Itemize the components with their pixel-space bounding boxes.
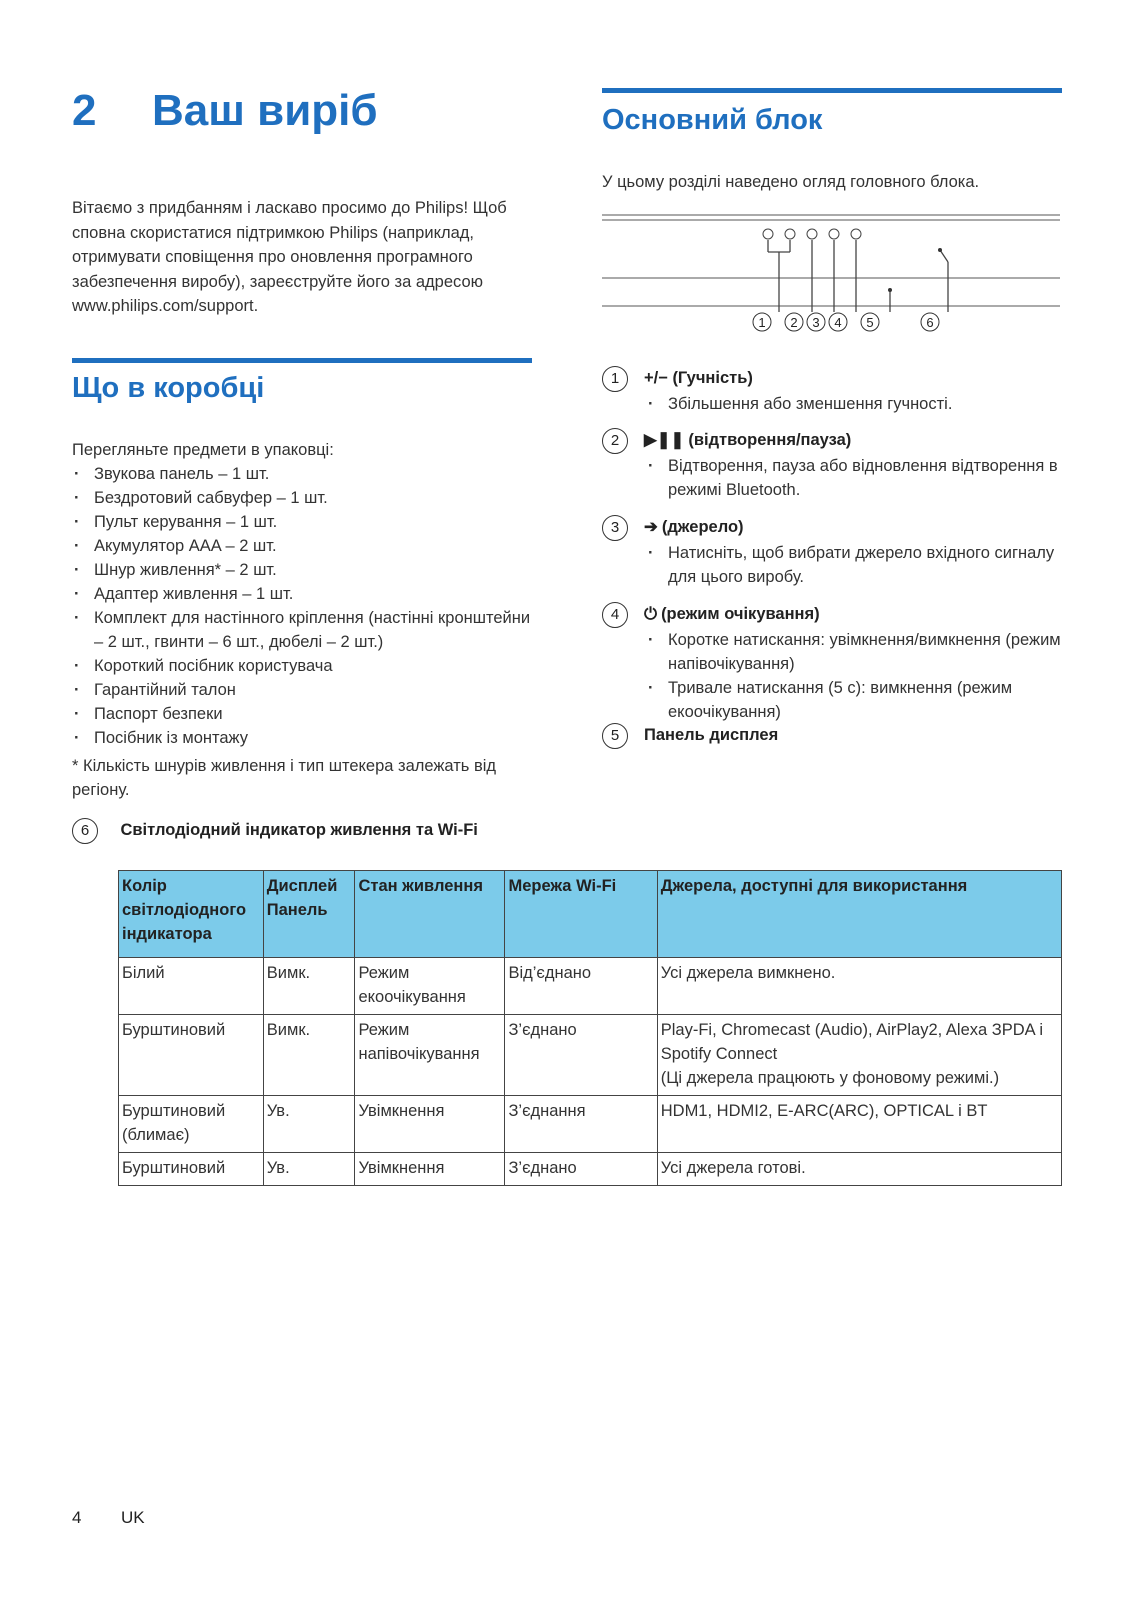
feature-item <box>602 723 1062 749</box>
list-item: · Бездротовий сабвуфер – 1 шт. <box>72 486 542 510</box>
table-cell: Ув. <box>263 1153 355 1186</box>
diagram-callout-label: 1 <box>758 315 766 330</box>
box-item-list <box>72 462 542 750</box>
feature-bullets <box>646 628 1062 724</box>
diagram-callout-label: 3 <box>812 315 820 330</box>
callout-number: 5 <box>602 723 628 749</box>
feature-title: +/− (Гучність) <box>644 369 753 387</box>
feature-heading <box>602 366 1062 392</box>
list-item: · Відтворення, пауза або відновлення відтворення в режимі Bluetooth. <box>646 454 1062 502</box>
table-cell: Усі джерела готові. <box>657 1153 1061 1186</box>
table-row <box>119 1153 1062 1186</box>
feature-icon: ▶❚❚ <box>644 431 685 449</box>
feature-icon: ⏻ <box>644 605 658 623</box>
list-item: · Короткий посібник користувача <box>72 654 542 678</box>
table-cell: Бурштиновий (блимає) <box>119 1096 264 1153</box>
table-cell: Бурштиновий <box>119 1153 264 1186</box>
callout-number: 6 <box>72 818 98 844</box>
table-cell: Вимк. <box>263 958 355 1015</box>
main-unit-diagram <box>600 210 1062 340</box>
callout-number: 2 <box>602 428 628 454</box>
table-cell: Білий <box>119 958 264 1015</box>
feature-title: Панель дисплея <box>644 726 779 744</box>
feature-item <box>602 366 1062 416</box>
feature-heading <box>602 428 1062 454</box>
table-cell: Режим напівочікування <box>355 1015 505 1096</box>
led-section-heading <box>72 818 478 844</box>
feature-title: (джерело) <box>661 518 744 536</box>
table-header-cell: Стан живлення <box>355 871 505 958</box>
list-item: · Гарантійний талон <box>72 678 542 702</box>
list-item: · Адаптер живлення – 1 шт. <box>72 582 542 606</box>
chapter-title: Ваш виріб <box>152 86 378 135</box>
box-footnote: * Кількість шнурів живлення і тип штекера залежать від регіону. <box>72 757 497 799</box>
diagram-callout-label: 5 <box>866 315 874 330</box>
list-item: · Пульт керування – 1 шт. <box>72 510 542 534</box>
feature-bullets <box>646 392 1062 416</box>
led-table <box>118 870 1062 1186</box>
list-item: · Паспорт безпеки <box>72 702 542 726</box>
main-unit-lead: У цьому розділі наведено огляд головного блока. <box>602 173 980 191</box>
diagram-callout-label: 6 <box>926 315 934 330</box>
feature-title: (режим очікування) <box>661 605 820 623</box>
table-cell: Режим екоочікування <box>355 958 505 1015</box>
table-cell: Усі джерела вимкнено. <box>657 958 1061 1015</box>
diagram-callout-label: 4 <box>834 315 842 330</box>
section-rule-box <box>72 358 532 363</box>
box-section-title: Що в коробці <box>72 372 265 404</box>
callout-number: 1 <box>602 366 628 392</box>
table-header-cell: Дисплей Панель <box>263 871 355 958</box>
table-row <box>119 958 1062 1015</box>
diagram-callout-label: 2 <box>790 315 798 330</box>
feature-heading <box>602 602 1062 628</box>
page-language: UK <box>121 1508 145 1527</box>
list-item: · Комплект для настінного кріплення (настінні кронштейни – 2 шт., гвинти – 6 шт., дюбелі – 2 шт.) <box>72 606 542 654</box>
box-lead: Перегляньте предмети в упаковці: <box>72 441 334 459</box>
table-cell: Ув. <box>263 1096 355 1153</box>
callout-number: 3 <box>602 515 628 541</box>
chapter-number: 2 <box>72 86 97 135</box>
list-item: · Тривале натискання (5 с): вимкнення (режим екоочікування) <box>646 676 1062 724</box>
table-cell: Увімкнення <box>355 1153 505 1186</box>
feature-bullets <box>646 541 1062 589</box>
feature-heading <box>602 515 1062 541</box>
table-cell: Play-Fi, Chromecast (Audio), AirPlay2, Alexa ЗРDA і Spotify Connect (Ці джерела працюють у фоновому режимі.) <box>657 1015 1061 1096</box>
list-item: · Шнур живлення* – 2 шт. <box>72 558 542 582</box>
table-cell: З’єднано <box>505 1015 657 1096</box>
table-header-cell: Джерела, доступні для використання <box>657 871 1061 958</box>
list-item: · Збільшення або зменшення гучності. <box>646 392 1062 416</box>
feature-item <box>602 602 1062 724</box>
callout-number: 4 <box>602 602 628 628</box>
section-rule-main-unit <box>602 88 1062 93</box>
table-header-cell: Колір світлодіодного індикатора <box>119 871 264 958</box>
table-row <box>119 1015 1062 1096</box>
feature-title: (відтворення/пауза) <box>688 431 852 449</box>
page-number: 4 <box>72 1508 82 1527</box>
table-cell: Увімкнення <box>355 1096 505 1153</box>
table-cell: Бурштиновий <box>119 1015 264 1096</box>
main-unit-title: Основний блок <box>602 104 823 136</box>
feature-icon: ➔ <box>644 518 658 536</box>
list-item: · Посібник із монтажу <box>72 726 542 750</box>
feature-heading <box>602 723 1062 749</box>
table-row <box>119 1096 1062 1153</box>
table-cell: З’єднано <box>505 1153 657 1186</box>
table-header-cell: Мережа Wi-Fi <box>505 871 657 958</box>
list-item: · Звукова панель – 1 шт. <box>72 462 542 486</box>
table-cell: Від’єднано <box>505 958 657 1015</box>
feature-bullets <box>646 454 1062 502</box>
table-header-row <box>119 871 1062 958</box>
led-section-title: Світлодіодний індикатор живлення та Wi-Fi <box>120 821 478 839</box>
feature-item <box>602 515 1062 589</box>
box-contents <box>72 438 542 750</box>
feature-item <box>602 428 1062 502</box>
table-cell: З’єднання <box>505 1096 657 1153</box>
table-cell: HDM1, HDMI2, E-ARC(ARC), OPTICAL і BT <box>657 1096 1061 1153</box>
table-cell: Вимк. <box>263 1015 355 1096</box>
list-item: · Акумулятор AAA – 2 шт. <box>72 534 542 558</box>
list-item: · Натисніть, щоб вибрати джерело вхідного сигналу для цього виробу. <box>646 541 1062 589</box>
intro-paragraph: Вітаємо з придбанням і ласкаво просимо до Philips! Щоб сповна скористатися підтримкою Philips (наприклад, отримувати сповіщення про оновлення програмного забезпечення виробу), зареєструйте його за адресою www.philips.com/support. <box>72 199 507 315</box>
list-item: · Коротке натискання: увімкнення/вимкнення (режим напівочікування) <box>646 628 1062 676</box>
